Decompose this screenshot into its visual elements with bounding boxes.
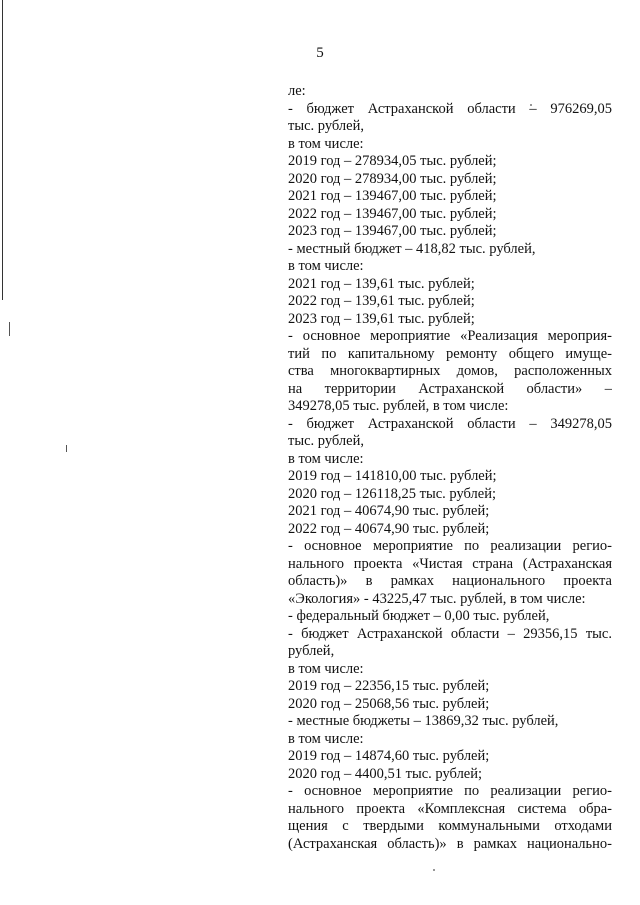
text-line: 2022 год – 40674,90 тыс. рублей; (288, 520, 490, 537)
text-line: 2023 год – 139467,00 тыс. рублей; (288, 223, 497, 239)
text-line: на территории Астраханской области» – (288, 380, 612, 397)
text-line: тий по капитальному ремонту общего имуще- (288, 345, 612, 362)
text-line: - бюджет Астраханской области – 976269,05 (288, 100, 612, 117)
document-body (288, 83, 612, 853)
text-line: щения с твердыми коммунальными отходами (288, 818, 612, 834)
scan-speck (66, 445, 67, 452)
text-line: 2020 год – 126118,25 тыс. рублей; (288, 485, 496, 502)
text-line: ле: (288, 83, 306, 99)
text-line: тыс. рублей, (288, 433, 364, 449)
text-line: 349278,05 тыс. рублей, в том числе: (288, 398, 509, 414)
text-line: в том числе: (288, 660, 364, 677)
text-line: - основное мероприятие по реализации регио- (288, 538, 612, 554)
text-line: 2021 год – 40674,90 тыс. рублей; (288, 503, 490, 519)
text-line: ства многоквартирных домов, расположенных (288, 363, 612, 379)
text-line: рублей, (288, 643, 335, 659)
text-line: - основное мероприятие «Реализация мероприя- (288, 328, 612, 344)
text-line: - местный бюджет – 418,82 тыс. рублей, (288, 240, 536, 257)
text-line: 2019 год – 278934,05 тыс. рублей; (288, 153, 497, 169)
text-line: 2021 год – 139467,00 тыс. рублей; (288, 188, 497, 204)
scan-speck (433, 869, 435, 871)
text-line: в том числе: (288, 135, 364, 152)
text-line: тыс. рублей, (288, 118, 364, 134)
text-line: в том числе: (288, 450, 364, 467)
text-line: 2020 год – 4400,51 тыс. рублей; (288, 765, 483, 782)
scan-edge-mark (9, 322, 10, 336)
text-line: 2019 год – 14874,60 тыс. рублей; (288, 748, 490, 764)
text-line: область)» в рамках национального проекта (288, 573, 612, 589)
text-line: - бюджет Астраханской области – 29356,15 тыс. (288, 625, 612, 642)
text-line: в том числе: (288, 730, 364, 747)
text-line: - федеральный бюджет – 0,00 тыс. рублей, (288, 608, 550, 624)
text-line: - бюджет Астраханской области – 349278,05 (288, 415, 612, 432)
text-line: 2019 год – 141810,00 тыс. рублей; (288, 468, 497, 484)
page-number: 5 (316, 45, 324, 61)
text-line: - местные бюджеты – 13869,32 тыс. рублей, (288, 713, 559, 729)
text-line: 2020 год – 278934,00 тыс. рублей; (288, 170, 497, 187)
text-line: «Экология» - 43225,47 тыс. рублей, в том числе: (288, 590, 586, 607)
text-line: 2021 год – 139,61 тыс. рублей; (288, 275, 475, 292)
text-line: нального проекта «Чистая страна (Астраханская (288, 555, 612, 572)
text-line: 2022 год – 139,61 тыс. рублей; (288, 293, 475, 309)
text-line: в том числе: (288, 258, 364, 274)
text-line: 2023 год – 139,61 тыс. рублей; (288, 310, 475, 327)
text-line: нального проекта «Комплексная система обра- (288, 800, 612, 817)
text-line: 2020 год – 25068,56 тыс. рублей; (288, 695, 490, 712)
text-line: (Астраханская область)» в рамках национально- (288, 835, 612, 852)
text-line: - основное мероприятие по реализации регио- (288, 783, 612, 799)
text-line: 2019 год – 22356,15 тыс. рублей; (288, 678, 490, 694)
text-line: 2022 год – 139467,00 тыс. рублей; (288, 205, 497, 222)
